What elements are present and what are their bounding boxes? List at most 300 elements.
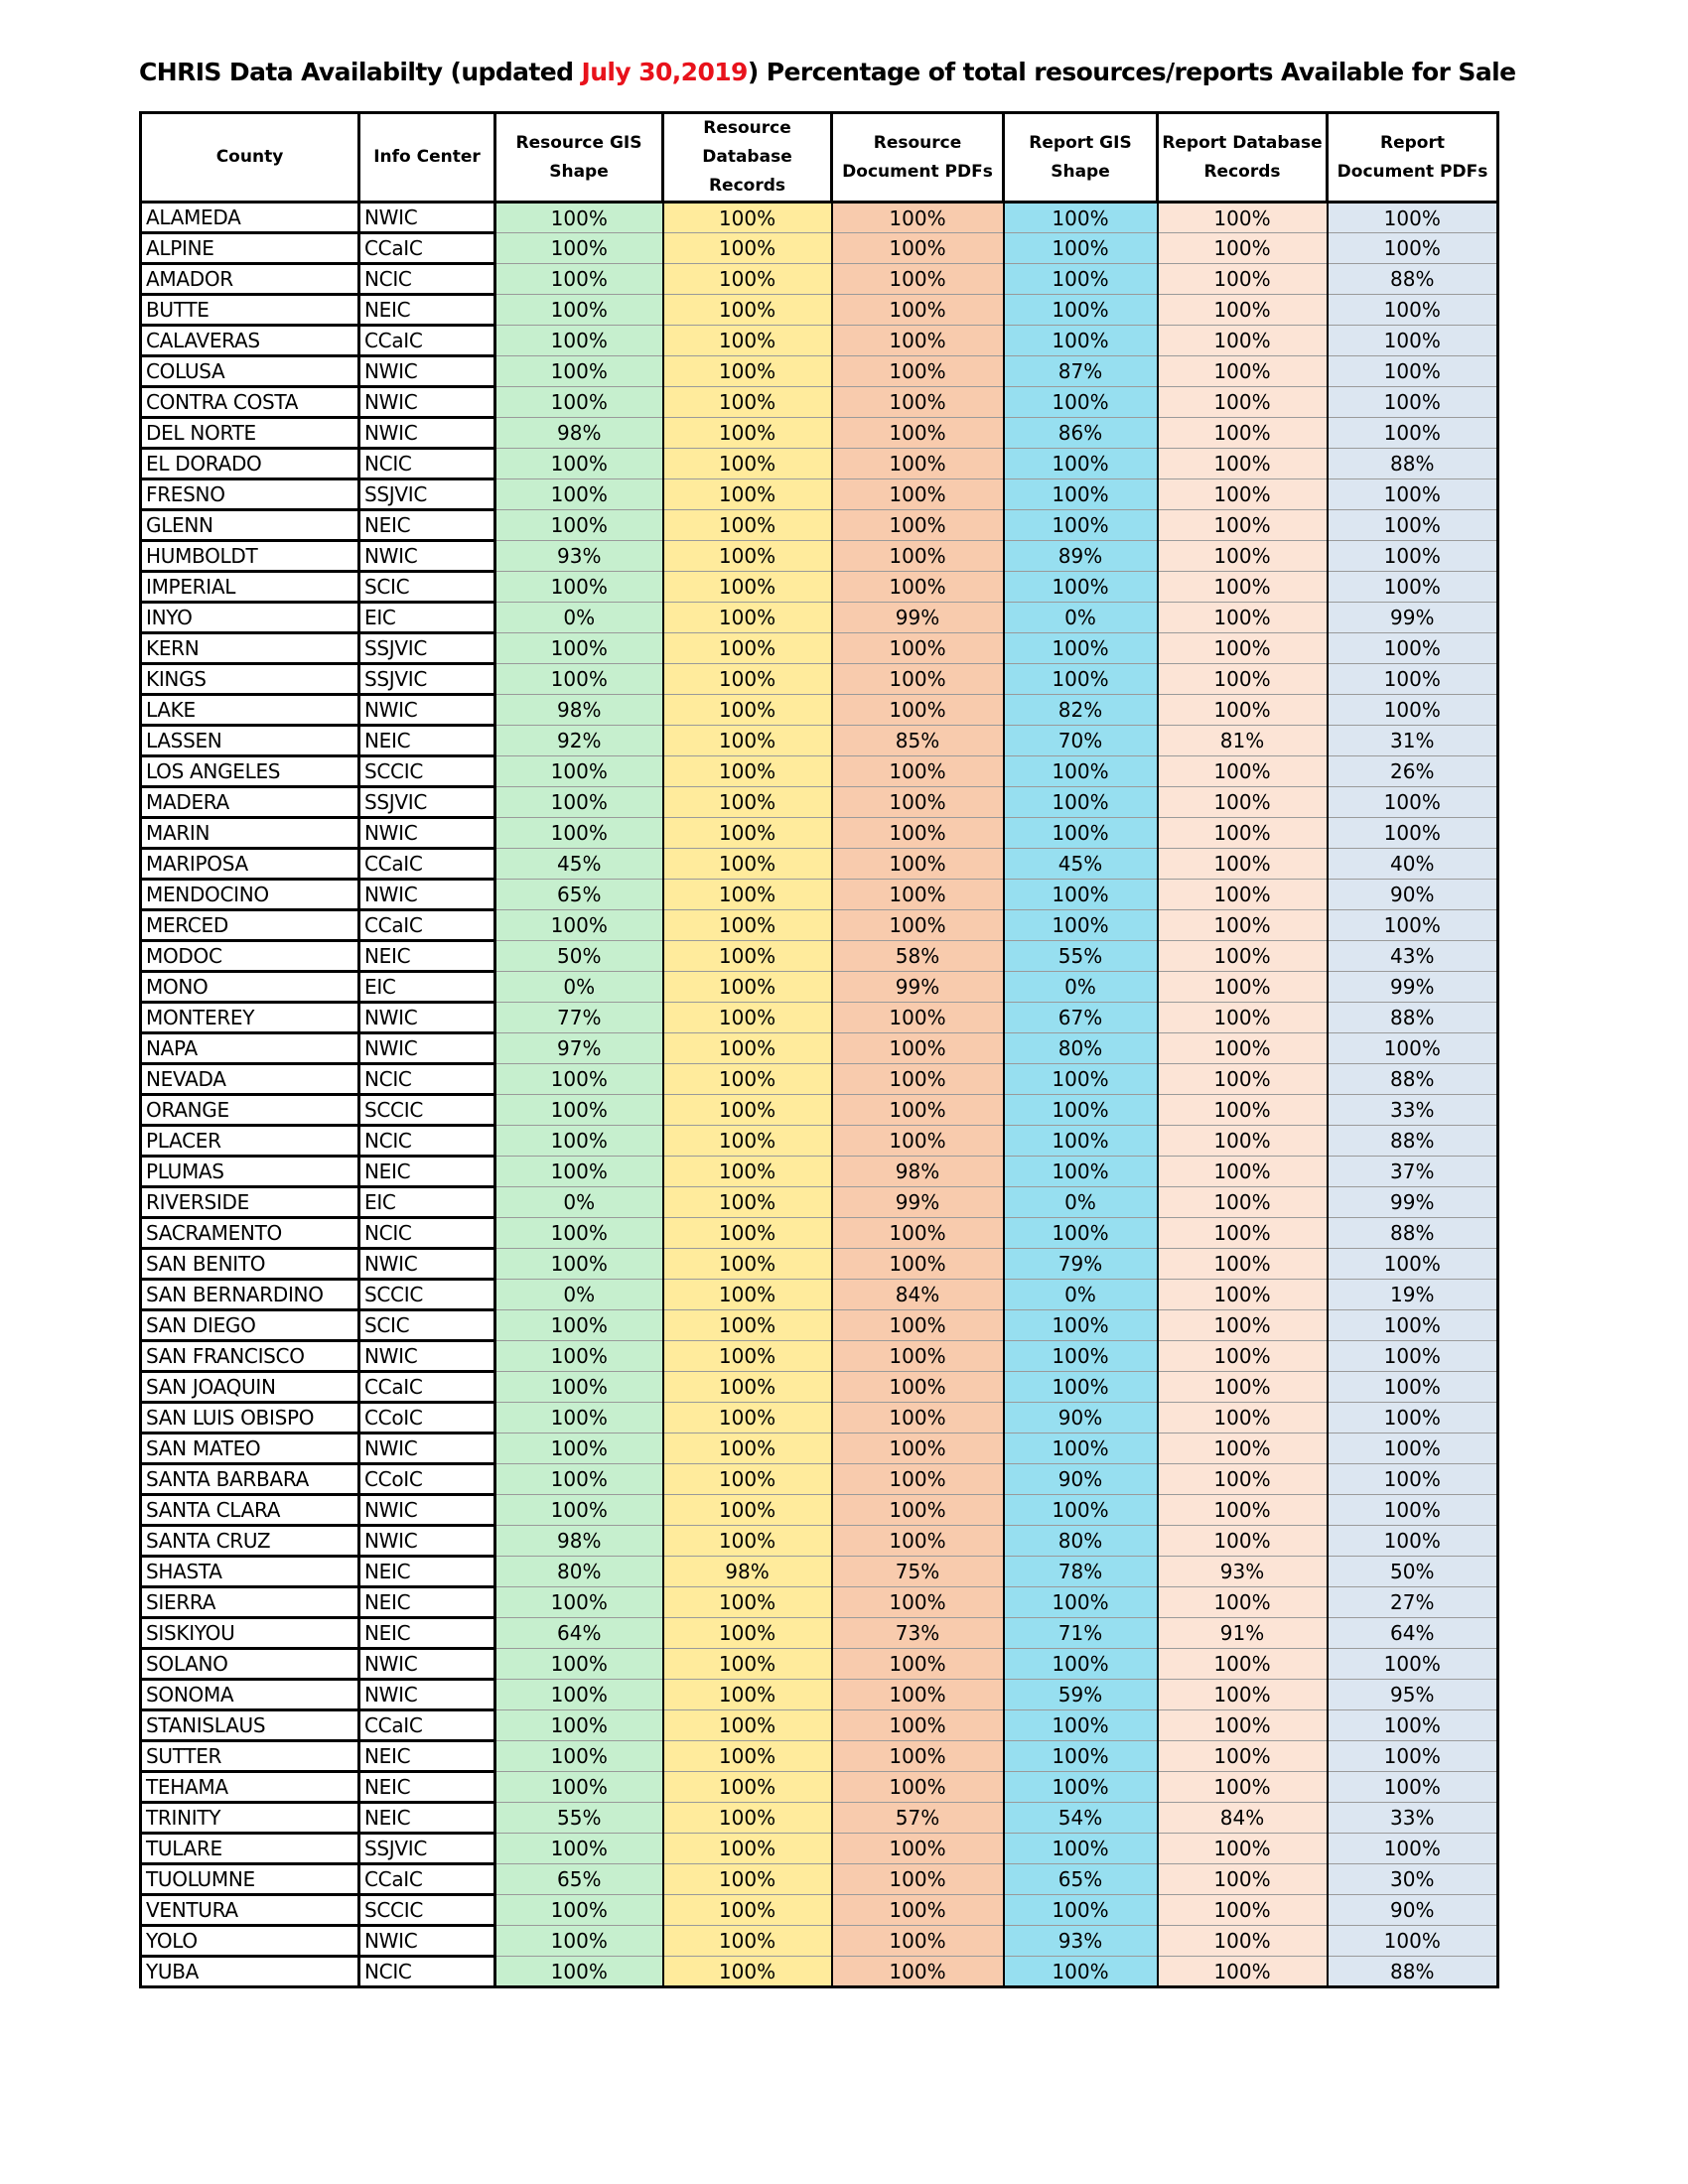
- report-gis-shape-cell: 100%: [1004, 1587, 1158, 1618]
- county-cell: SIERRA: [141, 1587, 359, 1618]
- report-database-records-cell: 100%: [1158, 756, 1328, 787]
- resource-gis-shape-cell: 100%: [495, 1064, 663, 1095]
- resource-database-records-cell: 100%: [663, 1495, 832, 1526]
- table-row: [141, 1895, 1498, 1926]
- resource-gis-shape-cell: 100%: [495, 203, 663, 233]
- info-center-cell: CCaIC: [359, 849, 495, 880]
- header-county: County: [141, 113, 359, 203]
- resource-database-records-cell: 100%: [663, 1310, 832, 1341]
- county-cell: ORANGE: [141, 1095, 359, 1126]
- report-gis-shape-cell: 0%: [1004, 1280, 1158, 1310]
- report-database-records-cell: 100%: [1158, 1526, 1328, 1557]
- table-row: [141, 356, 1498, 387]
- info-center-cell: SSJVIC: [359, 664, 495, 695]
- resource-gis-shape-cell: 50%: [495, 941, 663, 972]
- title-suffix: ) Percentage of total resources/reports Available for Sale: [747, 58, 1516, 86]
- resource-gis-shape-cell: 100%: [495, 1403, 663, 1433]
- report-gis-shape-cell: 100%: [1004, 233, 1158, 264]
- county-cell: PLUMAS: [141, 1157, 359, 1187]
- county-cell: KINGS: [141, 664, 359, 695]
- county-cell: TEHAMA: [141, 1772, 359, 1803]
- table-row: [141, 449, 1498, 479]
- resource-database-records-cell: 100%: [663, 603, 832, 633]
- title-prefix: CHRIS Data Availabilty (updated: [139, 58, 582, 86]
- report-document-pdfs-cell: 100%: [1328, 541, 1498, 572]
- resource-database-records-cell: 100%: [663, 233, 832, 264]
- report-document-pdfs-cell: 88%: [1328, 1218, 1498, 1249]
- report-document-pdfs-cell: 100%: [1328, 479, 1498, 510]
- report-database-records-cell: 100%: [1158, 910, 1328, 941]
- report-gis-shape-cell: 100%: [1004, 479, 1158, 510]
- resource-database-records-cell: 100%: [663, 1772, 832, 1803]
- table-row: [141, 664, 1498, 695]
- table-row: [141, 1372, 1498, 1403]
- table-row: [141, 479, 1498, 510]
- info-center-cell: NWIC: [359, 818, 495, 849]
- info-center-cell: CCaIC: [359, 1372, 495, 1403]
- table-row: [141, 1587, 1498, 1618]
- county-cell: SANTA CLARA: [141, 1495, 359, 1526]
- resource-document-pdfs-cell: 100%: [832, 295, 1004, 326]
- table-row: [141, 1249, 1498, 1280]
- resource-document-pdfs-cell: 100%: [832, 1095, 1004, 1126]
- resource-database-records-cell: 100%: [663, 1249, 832, 1280]
- report-gis-shape-cell: 100%: [1004, 664, 1158, 695]
- report-document-pdfs-cell: 88%: [1328, 264, 1498, 295]
- resource-database-records-cell: 100%: [663, 1033, 832, 1064]
- county-cell: SISKIYOU: [141, 1618, 359, 1649]
- report-gis-shape-cell: 67%: [1004, 1003, 1158, 1033]
- table-row: [141, 1341, 1498, 1372]
- info-center-cell: NWIC: [359, 1649, 495, 1680]
- report-gis-shape-cell: 100%: [1004, 1433, 1158, 1464]
- info-center-cell: NWIC: [359, 695, 495, 726]
- resource-gis-shape-cell: 100%: [495, 818, 663, 849]
- report-document-pdfs-cell: 100%: [1328, 1249, 1498, 1280]
- resource-document-pdfs-cell: 100%: [832, 1064, 1004, 1095]
- resource-document-pdfs-cell: 75%: [832, 1557, 1004, 1587]
- report-database-records-cell: 100%: [1158, 1464, 1328, 1495]
- resource-document-pdfs-cell: 100%: [832, 1341, 1004, 1372]
- report-document-pdfs-cell: 100%: [1328, 1772, 1498, 1803]
- report-gis-shape-cell: 100%: [1004, 756, 1158, 787]
- resource-gis-shape-cell: 80%: [495, 1557, 663, 1587]
- resource-document-pdfs-cell: 100%: [832, 1864, 1004, 1895]
- county-cell: SAN DIEGO: [141, 1310, 359, 1341]
- resource-document-pdfs-cell: 100%: [832, 818, 1004, 849]
- county-cell: LOS ANGELES: [141, 756, 359, 787]
- info-center-cell: NWIC: [359, 1926, 495, 1957]
- report-database-records-cell: 100%: [1158, 203, 1328, 233]
- report-document-pdfs-cell: 64%: [1328, 1618, 1498, 1649]
- report-database-records-cell: 100%: [1158, 1433, 1328, 1464]
- report-gis-shape-cell: 100%: [1004, 880, 1158, 910]
- resource-gis-shape-cell: 100%: [495, 664, 663, 695]
- report-document-pdfs-cell: 100%: [1328, 633, 1498, 664]
- resource-document-pdfs-cell: 100%: [832, 541, 1004, 572]
- table-row: [141, 818, 1498, 849]
- resource-database-records-cell: 100%: [663, 1741, 832, 1772]
- report-database-records-cell: 100%: [1158, 572, 1328, 603]
- table-row: [141, 1433, 1498, 1464]
- county-cell: SAN FRANCISCO: [141, 1341, 359, 1372]
- resource-database-records-cell: 100%: [663, 1526, 832, 1557]
- report-database-records-cell: 100%: [1158, 880, 1328, 910]
- table-row: [141, 1033, 1498, 1064]
- resource-document-pdfs-cell: 100%: [832, 1033, 1004, 1064]
- table-row: [141, 510, 1498, 541]
- resource-gis-shape-cell: 100%: [495, 572, 663, 603]
- resource-gis-shape-cell: 100%: [495, 510, 663, 541]
- resource-gis-shape-cell: 0%: [495, 1187, 663, 1218]
- report-document-pdfs-cell: 100%: [1328, 233, 1498, 264]
- report-gis-shape-cell: 100%: [1004, 295, 1158, 326]
- county-cell: SANTA CRUZ: [141, 1526, 359, 1557]
- county-cell: NEVADA: [141, 1064, 359, 1095]
- info-center-cell: NWIC: [359, 1249, 495, 1280]
- report-database-records-cell: 100%: [1158, 541, 1328, 572]
- county-cell: IMPERIAL: [141, 572, 359, 603]
- resource-document-pdfs-cell: 57%: [832, 1803, 1004, 1834]
- report-gis-shape-cell: 100%: [1004, 1834, 1158, 1864]
- report-gis-shape-cell: 100%: [1004, 1341, 1158, 1372]
- info-center-cell: NCIC: [359, 1218, 495, 1249]
- report-database-records-cell: 100%: [1158, 418, 1328, 449]
- resource-database-records-cell: 100%: [663, 418, 832, 449]
- resource-document-pdfs-cell: 100%: [832, 1372, 1004, 1403]
- resource-document-pdfs-cell: 100%: [832, 1587, 1004, 1618]
- resource-database-records-cell: 100%: [663, 1834, 832, 1864]
- info-center-cell: SCIC: [359, 572, 495, 603]
- report-document-pdfs-cell: 40%: [1328, 849, 1498, 880]
- county-cell: KERN: [141, 633, 359, 664]
- info-center-cell: NEIC: [359, 510, 495, 541]
- info-center-cell: NEIC: [359, 1557, 495, 1587]
- resource-database-records-cell: 100%: [663, 633, 832, 664]
- table-row: [141, 1680, 1498, 1710]
- report-gis-shape-cell: 54%: [1004, 1803, 1158, 1834]
- table-row: [141, 941, 1498, 972]
- resource-document-pdfs-cell: 100%: [832, 1895, 1004, 1926]
- resource-gis-shape-cell: 100%: [495, 633, 663, 664]
- report-database-records-cell: 100%: [1158, 1710, 1328, 1741]
- resource-document-pdfs-cell: 85%: [832, 726, 1004, 756]
- info-center-cell: NCIC: [359, 264, 495, 295]
- info-center-cell: EIC: [359, 972, 495, 1003]
- report-document-pdfs-cell: 26%: [1328, 756, 1498, 787]
- report-database-records-cell: 100%: [1158, 1064, 1328, 1095]
- info-center-cell: SCCIC: [359, 1095, 495, 1126]
- info-center-cell: CCoIC: [359, 1464, 495, 1495]
- resource-gis-shape-cell: 100%: [495, 1741, 663, 1772]
- report-document-pdfs-cell: 100%: [1328, 1403, 1498, 1433]
- info-center-cell: NWIC: [359, 1341, 495, 1372]
- resource-gis-shape-cell: 100%: [495, 1157, 663, 1187]
- report-document-pdfs-cell: 100%: [1328, 1926, 1498, 1957]
- resource-document-pdfs-cell: 100%: [832, 880, 1004, 910]
- report-document-pdfs-cell: 100%: [1328, 1372, 1498, 1403]
- resource-document-pdfs-cell: 99%: [832, 972, 1004, 1003]
- resource-document-pdfs-cell: 100%: [832, 1249, 1004, 1280]
- header-info-center: Info Center: [359, 113, 495, 203]
- resource-document-pdfs-cell: 100%: [832, 787, 1004, 818]
- report-gis-shape-cell: 0%: [1004, 1187, 1158, 1218]
- table-row: [141, 1464, 1498, 1495]
- resource-document-pdfs-cell: 100%: [832, 1464, 1004, 1495]
- report-document-pdfs-cell: 88%: [1328, 1126, 1498, 1157]
- report-gis-shape-cell: 0%: [1004, 603, 1158, 633]
- report-database-records-cell: 100%: [1158, 1495, 1328, 1526]
- info-center-cell: NWIC: [359, 541, 495, 572]
- resource-document-pdfs-cell: 100%: [832, 1310, 1004, 1341]
- resource-database-records-cell: 100%: [663, 972, 832, 1003]
- county-cell: MODOC: [141, 941, 359, 972]
- report-gis-shape-cell: 100%: [1004, 203, 1158, 233]
- table-row: [141, 910, 1498, 941]
- resource-database-records-cell: 100%: [663, 1095, 832, 1126]
- resource-gis-shape-cell: 100%: [495, 233, 663, 264]
- table-row: [141, 1618, 1498, 1649]
- report-document-pdfs-cell: 100%: [1328, 1433, 1498, 1464]
- resource-gis-shape-cell: 100%: [495, 1095, 663, 1126]
- report-document-pdfs-cell: 100%: [1328, 1464, 1498, 1495]
- resource-document-pdfs-cell: 100%: [832, 1003, 1004, 1033]
- resource-gis-shape-cell: 55%: [495, 1803, 663, 1834]
- resource-database-records-cell: 100%: [663, 695, 832, 726]
- resource-gis-shape-cell: 100%: [495, 910, 663, 941]
- report-gis-shape-cell: 45%: [1004, 849, 1158, 880]
- info-center-cell: NCIC: [359, 449, 495, 479]
- resource-database-records-cell: 100%: [663, 326, 832, 356]
- resource-database-records-cell: 100%: [663, 1218, 832, 1249]
- resource-document-pdfs-cell: 100%: [832, 418, 1004, 449]
- report-database-records-cell: 100%: [1158, 1003, 1328, 1033]
- report-document-pdfs-cell: 33%: [1328, 1803, 1498, 1834]
- table-row: [141, 1126, 1498, 1157]
- header-resource-database-records: Resource Database Records: [663, 113, 832, 203]
- resource-database-records-cell: 100%: [663, 264, 832, 295]
- info-center-cell: SCCIC: [359, 756, 495, 787]
- report-gis-shape-cell: 87%: [1004, 356, 1158, 387]
- report-gis-shape-cell: 100%: [1004, 1310, 1158, 1341]
- table-row: [141, 1495, 1498, 1526]
- report-gis-shape-cell: 100%: [1004, 572, 1158, 603]
- info-center-cell: CCaIC: [359, 1864, 495, 1895]
- county-cell: RIVERSIDE: [141, 1187, 359, 1218]
- report-gis-shape-cell: 78%: [1004, 1557, 1158, 1587]
- resource-document-pdfs-cell: 100%: [832, 387, 1004, 418]
- county-cell: BUTTE: [141, 295, 359, 326]
- table-row: [141, 203, 1498, 233]
- report-document-pdfs-cell: 100%: [1328, 695, 1498, 726]
- resource-gis-shape-cell: 100%: [495, 1772, 663, 1803]
- report-gis-shape-cell: 80%: [1004, 1033, 1158, 1064]
- county-cell: TRINITY: [141, 1803, 359, 1834]
- resource-gis-shape-cell: 100%: [495, 479, 663, 510]
- report-document-pdfs-cell: 37%: [1328, 1157, 1498, 1187]
- county-cell: SOLANO: [141, 1649, 359, 1680]
- table-row: [141, 603, 1498, 633]
- info-center-cell: NEIC: [359, 1587, 495, 1618]
- resource-gis-shape-cell: 97%: [495, 1033, 663, 1064]
- info-center-cell: NWIC: [359, 1003, 495, 1033]
- resource-document-pdfs-cell: 100%: [832, 233, 1004, 264]
- report-database-records-cell: 100%: [1158, 1033, 1328, 1064]
- table-row: [141, 880, 1498, 910]
- table-row: [141, 1310, 1498, 1341]
- info-center-cell: SCCIC: [359, 1280, 495, 1310]
- table-row: [141, 1187, 1498, 1218]
- header-row: [141, 113, 1498, 203]
- table-row: [141, 633, 1498, 664]
- info-center-cell: NEIC: [359, 1803, 495, 1834]
- report-database-records-cell: 100%: [1158, 1772, 1328, 1803]
- report-database-records-cell: 100%: [1158, 664, 1328, 695]
- info-center-cell: NEIC: [359, 1741, 495, 1772]
- resource-document-pdfs-cell: 100%: [832, 910, 1004, 941]
- report-database-records-cell: 100%: [1158, 387, 1328, 418]
- county-cell: PLACER: [141, 1126, 359, 1157]
- resource-gis-shape-cell: 64%: [495, 1618, 663, 1649]
- resource-database-records-cell: 100%: [663, 1618, 832, 1649]
- report-database-records-cell: 100%: [1158, 1834, 1328, 1864]
- resource-gis-shape-cell: 100%: [495, 1310, 663, 1341]
- county-cell: SACRAMENTO: [141, 1218, 359, 1249]
- report-database-records-cell: 100%: [1158, 1372, 1328, 1403]
- info-center-cell: NEIC: [359, 295, 495, 326]
- resource-document-pdfs-cell: 99%: [832, 1187, 1004, 1218]
- info-center-cell: CCaIC: [359, 326, 495, 356]
- table-row: [141, 1157, 1498, 1187]
- resource-document-pdfs-cell: 100%: [832, 1680, 1004, 1710]
- resource-gis-shape-cell: 93%: [495, 541, 663, 572]
- table-row: [141, 387, 1498, 418]
- resource-document-pdfs-cell: 100%: [832, 479, 1004, 510]
- report-gis-shape-cell: 100%: [1004, 449, 1158, 479]
- county-cell: AMADOR: [141, 264, 359, 295]
- county-cell: CONTRA COSTA: [141, 387, 359, 418]
- report-database-records-cell: 100%: [1158, 233, 1328, 264]
- info-center-cell: NWIC: [359, 1495, 495, 1526]
- page-title: [139, 58, 1589, 86]
- report-gis-shape-cell: 100%: [1004, 787, 1158, 818]
- county-cell: LASSEN: [141, 726, 359, 756]
- resource-gis-shape-cell: 45%: [495, 849, 663, 880]
- county-cell: TULARE: [141, 1834, 359, 1864]
- resource-database-records-cell: 100%: [663, 1680, 832, 1710]
- report-document-pdfs-cell: 99%: [1328, 1187, 1498, 1218]
- resource-gis-shape-cell: 100%: [495, 1834, 663, 1864]
- table-row: [141, 1803, 1498, 1834]
- info-center-cell: NWIC: [359, 1433, 495, 1464]
- header-resource-document-pdfs: Resource Document PDFs: [832, 113, 1004, 203]
- resource-gis-shape-cell: 100%: [495, 1249, 663, 1280]
- resource-document-pdfs-cell: 100%: [832, 1649, 1004, 1680]
- report-database-records-cell: 100%: [1158, 1280, 1328, 1310]
- report-gis-shape-cell: 100%: [1004, 1126, 1158, 1157]
- report-database-records-cell: 100%: [1158, 1310, 1328, 1341]
- report-document-pdfs-cell: 100%: [1328, 1033, 1498, 1064]
- report-gis-shape-cell: 90%: [1004, 1464, 1158, 1495]
- info-center-cell: SSJVIC: [359, 479, 495, 510]
- report-database-records-cell: 100%: [1158, 1926, 1328, 1957]
- county-cell: SONOMA: [141, 1680, 359, 1710]
- report-gis-shape-cell: 79%: [1004, 1249, 1158, 1280]
- report-database-records-cell: 100%: [1158, 510, 1328, 541]
- resource-document-pdfs-cell: 100%: [832, 1218, 1004, 1249]
- report-document-pdfs-cell: 100%: [1328, 1710, 1498, 1741]
- report-database-records-cell: 84%: [1158, 1803, 1328, 1834]
- report-database-records-cell: 100%: [1158, 1218, 1328, 1249]
- info-center-cell: NCIC: [359, 1957, 495, 1987]
- report-database-records-cell: 100%: [1158, 1741, 1328, 1772]
- report-gis-shape-cell: 100%: [1004, 1218, 1158, 1249]
- report-gis-shape-cell: 100%: [1004, 1895, 1158, 1926]
- resource-gis-shape-cell: 100%: [495, 264, 663, 295]
- table-row: [141, 1003, 1498, 1033]
- info-center-cell: SCIC: [359, 1310, 495, 1341]
- report-database-records-cell: 100%: [1158, 1126, 1328, 1157]
- resource-document-pdfs-cell: 100%: [832, 1433, 1004, 1464]
- report-database-records-cell: 91%: [1158, 1618, 1328, 1649]
- report-gis-shape-cell: 100%: [1004, 1064, 1158, 1095]
- info-center-cell: SSJVIC: [359, 633, 495, 664]
- resource-database-records-cell: 100%: [663, 910, 832, 941]
- report-database-records-cell: 100%: [1158, 972, 1328, 1003]
- resource-document-pdfs-cell: 100%: [832, 1495, 1004, 1526]
- report-document-pdfs-cell: 100%: [1328, 910, 1498, 941]
- table-row: [141, 849, 1498, 880]
- county-cell: SAN MATEO: [141, 1433, 359, 1464]
- report-document-pdfs-cell: 27%: [1328, 1587, 1498, 1618]
- report-gis-shape-cell: 100%: [1004, 510, 1158, 541]
- county-cell: SHASTA: [141, 1557, 359, 1587]
- info-center-cell: CCaIC: [359, 1710, 495, 1741]
- resource-database-records-cell: 100%: [663, 1341, 832, 1372]
- resource-gis-shape-cell: 100%: [495, 1926, 663, 1957]
- report-gis-shape-cell: 100%: [1004, 633, 1158, 664]
- report-document-pdfs-cell: 88%: [1328, 1003, 1498, 1033]
- resource-document-pdfs-cell: 100%: [832, 572, 1004, 603]
- resource-gis-shape-cell: 100%: [495, 1680, 663, 1710]
- info-center-cell: NWIC: [359, 1033, 495, 1064]
- resource-gis-shape-cell: 77%: [495, 1003, 663, 1033]
- table-row: [141, 1772, 1498, 1803]
- info-center-cell: NWIC: [359, 387, 495, 418]
- resource-database-records-cell: 100%: [663, 1064, 832, 1095]
- resource-database-records-cell: 100%: [663, 1372, 832, 1403]
- report-document-pdfs-cell: 100%: [1328, 1341, 1498, 1372]
- report-database-records-cell: 100%: [1158, 356, 1328, 387]
- report-document-pdfs-cell: 33%: [1328, 1095, 1498, 1126]
- info-center-cell: CCaIC: [359, 233, 495, 264]
- resource-gis-shape-cell: 0%: [495, 1280, 663, 1310]
- report-gis-shape-cell: 100%: [1004, 387, 1158, 418]
- report-document-pdfs-cell: 100%: [1328, 818, 1498, 849]
- county-cell: SAN JOAQUIN: [141, 1372, 359, 1403]
- report-database-records-cell: 100%: [1158, 264, 1328, 295]
- report-document-pdfs-cell: 30%: [1328, 1864, 1498, 1895]
- resource-database-records-cell: 98%: [663, 1557, 832, 1587]
- report-gis-shape-cell: 100%: [1004, 1157, 1158, 1187]
- resource-gis-shape-cell: 100%: [495, 1957, 663, 1987]
- resource-database-records-cell: 100%: [663, 356, 832, 387]
- report-gis-shape-cell: 82%: [1004, 695, 1158, 726]
- title-date: July 30,2019: [581, 58, 748, 86]
- table-row: [141, 1741, 1498, 1772]
- report-database-records-cell: 100%: [1158, 1895, 1328, 1926]
- county-cell: LAKE: [141, 695, 359, 726]
